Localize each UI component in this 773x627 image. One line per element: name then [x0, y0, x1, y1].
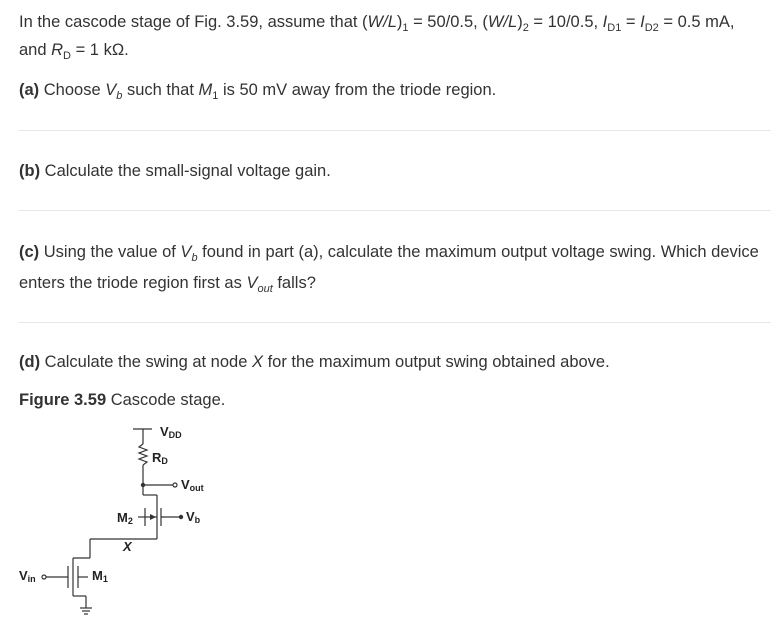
- svg-text:M1: M1: [92, 568, 108, 584]
- vb-node-dot: [179, 515, 183, 519]
- vout-terminal: [173, 483, 177, 487]
- svg-text:X: X: [123, 539, 132, 554]
- m2-arrow: [150, 514, 156, 520]
- rd-resistor: [139, 444, 147, 465]
- part-c: (c) Using the value of $V_b$ found in part (a), calculate the maximum output voltage swing. Which device enters the triode region first as $V_{out}$ falls?: [19, 243, 759, 295]
- part-d: (d) Calculate the swing at node X for the maximum output swing obtained above.: [19, 353, 610, 371]
- svg-text:Vout: Vout: [181, 477, 204, 493]
- svg-text:VDD: VDD: [160, 424, 182, 440]
- svg-text:Vb: Vb: [186, 509, 201, 525]
- vin-terminal: [42, 575, 46, 579]
- figure-caption: Figure 3.59 Cascode stage.: [19, 391, 226, 409]
- problem-statement: In the cascode stage of Fig. 3.59, assume that $(W/L)_1 = 50/0.5$, $(W/L)_2 = 10/0.5$, $I_{D1} = I_{D2} = 0.5$ mA, and $R_D = 1$ kΩ.: [19, 13, 735, 62]
- svg-text:M2: M2: [117, 510, 133, 526]
- part-b: (b) Calculate the small-signal voltage gain.: [19, 162, 331, 180]
- divider: [19, 130, 771, 131]
- svg-text:RD: RD: [152, 450, 168, 466]
- cascode-circuit-diagram: [0, 415, 260, 627]
- divider: [19, 322, 771, 323]
- svg-text:Vin: Vin: [19, 568, 36, 584]
- part-a: (a) Choose $V_b$ such that $M_1$ is 50 mV away from the triode region.: [19, 81, 497, 102]
- divider: [19, 210, 771, 211]
- vout-node-dot: [141, 483, 145, 487]
